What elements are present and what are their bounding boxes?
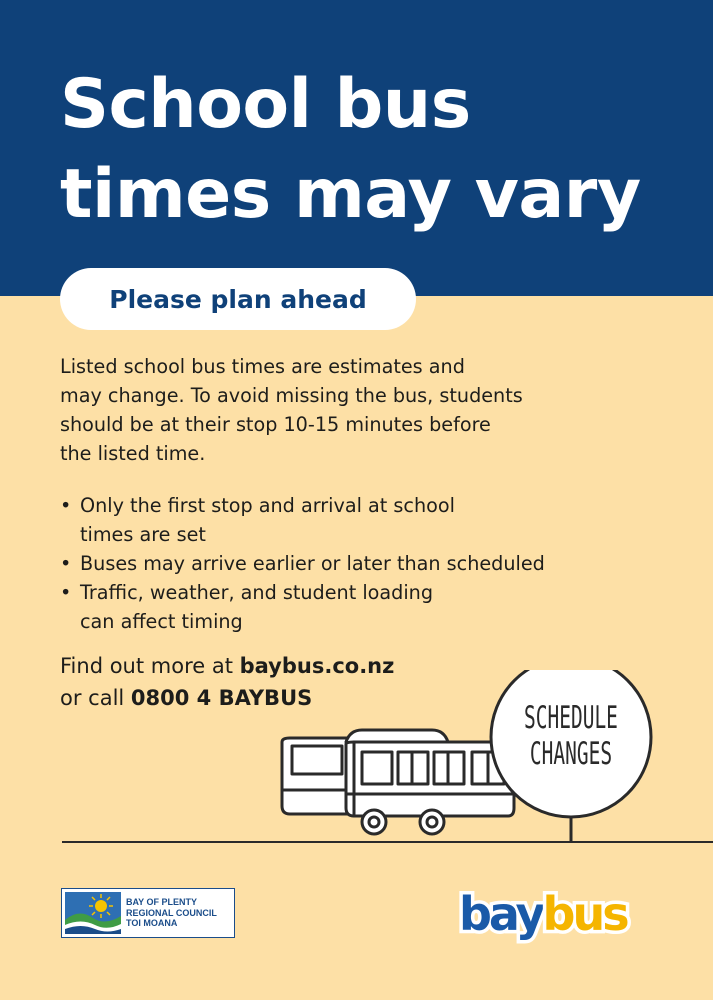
title-line-1: School bus — [60, 65, 471, 144]
sign-text-line-2: CHANGES — [529, 736, 613, 773]
website-link[interactable]: baybus.co.nz — [239, 654, 395, 678]
boprc-line: BAY OF PLENTY — [126, 897, 198, 908]
bullet-item — [60, 549, 660, 578]
sign-text-line-1: SCHEDULE — [524, 700, 618, 737]
boprc-line: REGIONAL COUNCIL — [126, 907, 217, 918]
header-banner — [0, 0, 713, 296]
bullet-marker: • — [60, 552, 72, 575]
boprc-logo — [61, 888, 235, 938]
intro-line: should be at their stop 10-15 minutes before — [60, 413, 491, 436]
bullet-line: Traffic, weather, and student loading — [80, 581, 433, 604]
phone-number[interactable]: 0800 4 BAYBUS — [130, 686, 313, 710]
bullet-line: can affect timing — [80, 610, 243, 633]
baybus-logo — [455, 878, 655, 948]
boprc-line: TOI MOANA — [126, 918, 178, 929]
baybus-bus-text: bus — [542, 887, 627, 941]
schedule-sign-icon — [491, 670, 651, 842]
bullet-item — [60, 578, 660, 636]
boprc-text — [126, 897, 217, 929]
baybus-bay-text: bay — [459, 887, 543, 941]
bullet-list — [60, 491, 660, 636]
bullet-line: times are set — [80, 523, 206, 546]
contact-prefix: Find out more at — [60, 654, 240, 678]
plan-ahead-label: Please plan ahead — [109, 284, 367, 314]
title-line-2: times may vary — [60, 155, 641, 234]
boprc-landscape-icon — [65, 892, 121, 934]
baybus-logo-bay — [459, 887, 628, 941]
bullet-line: Buses may arrive earlier or later than scheduled — [80, 552, 545, 575]
intro-paragraph — [60, 352, 650, 468]
bullet-marker: • — [60, 581, 72, 604]
intro-line: Listed school bus times are estimates and — [60, 355, 465, 378]
intro-line: may change. To avoid missing the bus, students — [60, 384, 523, 407]
bus-stop-illustration — [0, 670, 713, 850]
bullet-marker: • — [60, 494, 72, 517]
intro-line: the listed time. — [60, 442, 206, 465]
bullet-item — [60, 491, 660, 549]
bullet-text — [80, 549, 545, 578]
bullet-text — [80, 491, 455, 549]
contact-prefix: or call — [60, 686, 131, 710]
school-bus-icon — [282, 730, 514, 834]
plan-ahead-pill — [60, 268, 416, 330]
bullet-text — [80, 578, 433, 636]
page-title — [60, 60, 641, 240]
bullet-line: Only the first stop and arrival at school — [80, 494, 455, 517]
